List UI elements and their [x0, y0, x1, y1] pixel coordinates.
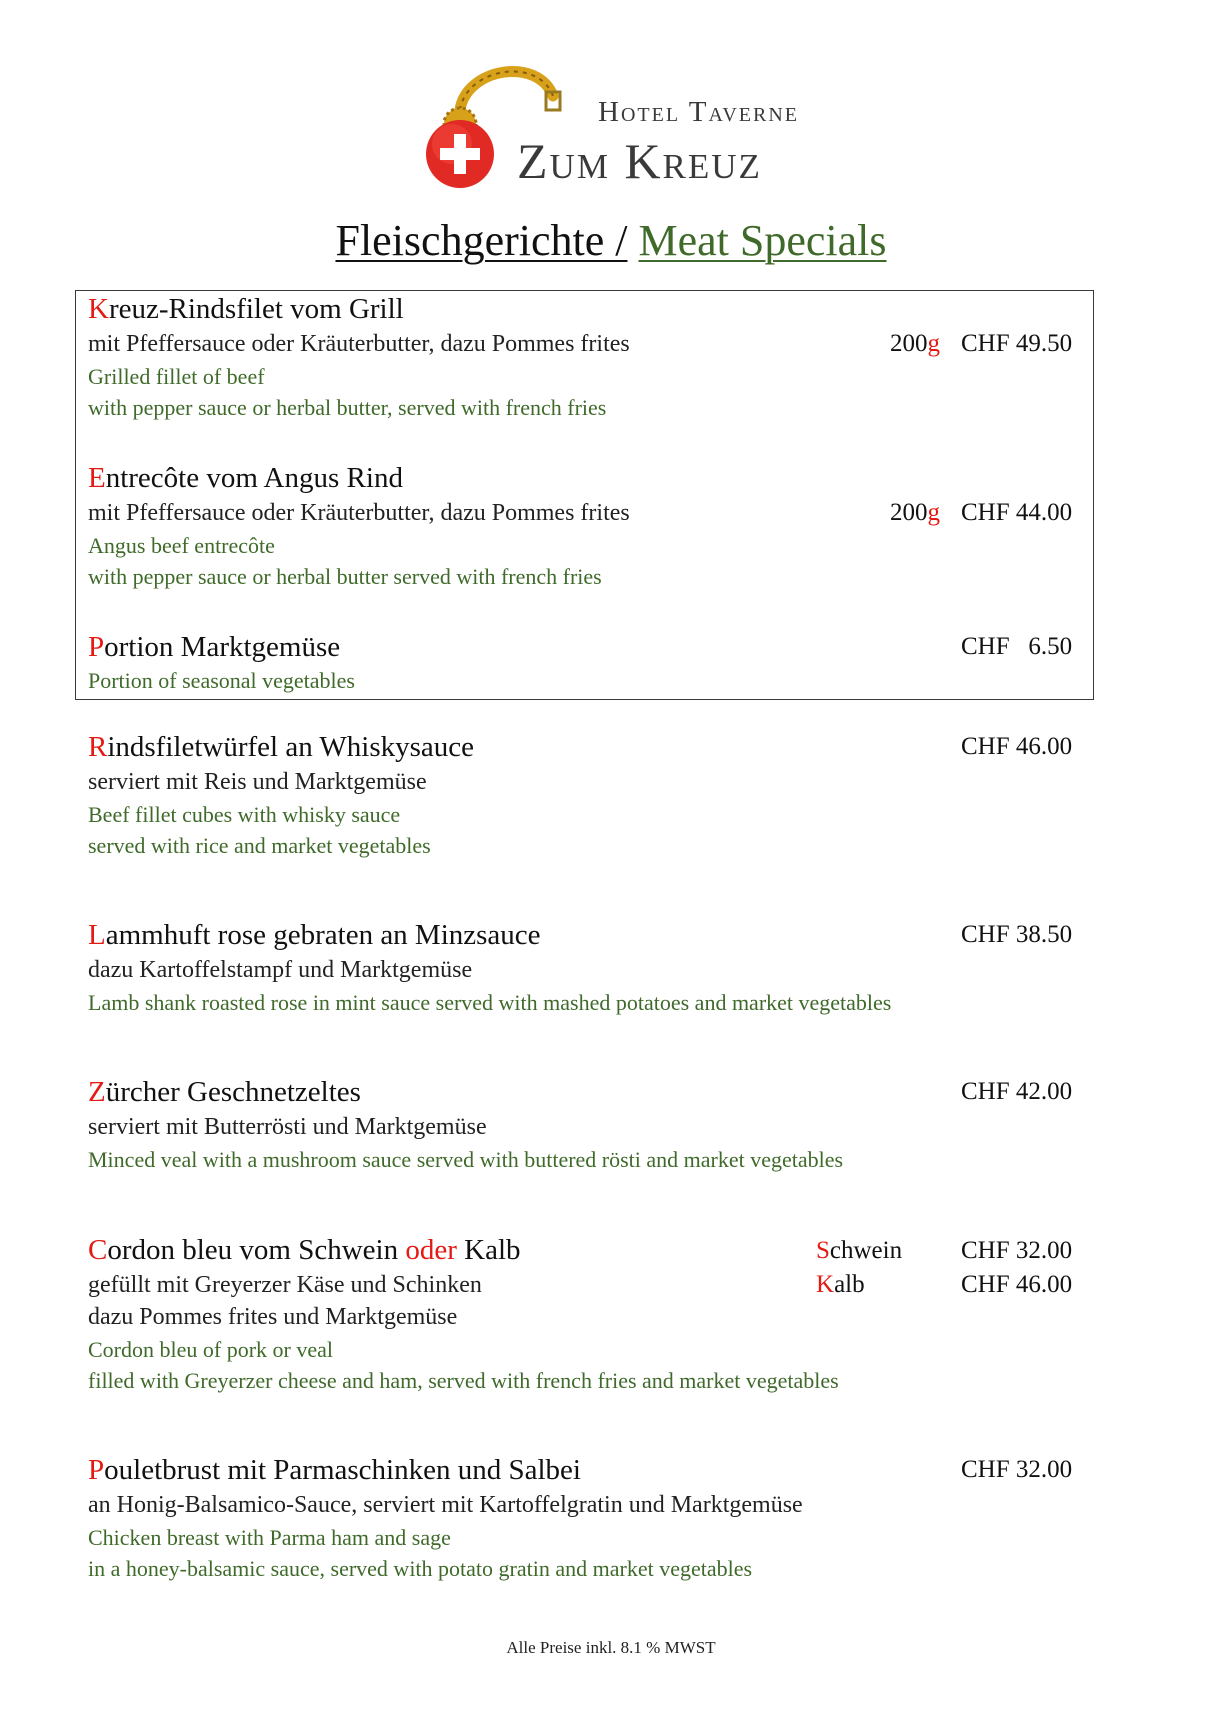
dish-name: Portion Marktgemüse: [88, 631, 341, 663]
dish-description-de: serviert mit Butterrösti und Marktgemüse: [88, 1114, 487, 1140]
dish-name: Rindsfiletwürfel an Whiskysauce: [88, 731, 475, 763]
dish-description-de: gefüllt mit Greyerzer Käse und Schinken: [88, 1272, 482, 1298]
dish-price: CHF 6.50: [961, 633, 1073, 660]
dish-description-de: dazu Kartoffelstampf und Marktgemüse: [88, 957, 473, 983]
dish-price: CHF 46.00: [961, 733, 1073, 760]
dish-price: CHF 42.00: [961, 1078, 1073, 1105]
variant-label: Kalb: [816, 1271, 865, 1298]
dish-name: Entrecôte vom Angus Rind: [88, 462, 403, 494]
dish-weight: 200g: [890, 330, 940, 357]
dish-description-de: an Honig-Balsamico-Sauce, serviert mit Kartoffelgratin und Marktgemüse: [88, 1492, 803, 1518]
title-german: Fleischgerichte /: [335, 216, 628, 265]
dish-description-en: Angus beef entrecôte: [88, 533, 275, 558]
logo-line2: Zum Kreuz: [517, 133, 762, 189]
dish-description-en: Beef fillet cubes with whisky sauce: [88, 802, 401, 827]
dish-description-de: serviert mit Reis und Marktgemüse: [88, 769, 427, 795]
page-title: [0, 215, 1222, 266]
logo-line1: Hotel Taverne: [598, 96, 800, 128]
dish-name: Pouletbrust mit Parmaschinken und Salbei: [88, 1454, 581, 1486]
dish-price: CHF 46.00: [961, 1271, 1073, 1298]
dish-description-en: Portion of seasonal vegetables: [88, 668, 355, 693]
dish-description-de: mit Pfeffersauce oder Kräuterbutter, dazu Pommes frites: [88, 500, 630, 526]
dish-description-de: dazu Pommes frites und Marktgemüse: [88, 1304, 458, 1330]
dish-price: CHF 49.50: [961, 330, 1073, 357]
dish-name: Kreuz-Rindsfilet vom Grill: [88, 293, 404, 325]
dish-description-de: mit Pfeffersauce oder Kräuterbutter, dazu Pommes frites: [88, 331, 630, 357]
dish-description-en: Grilled fillet of beef: [88, 364, 265, 389]
variant-label: Schwein: [816, 1237, 903, 1264]
dish-description-en: in a honey-balsamic sauce, served with potato gratin and market vegetables: [88, 1556, 753, 1581]
dish-description-en: Minced veal with a mushroom sauce served with buttered rösti and market vegetables: [88, 1147, 844, 1172]
title-english: Meat Specials: [638, 216, 887, 265]
dish-price: CHF 32.00: [961, 1237, 1073, 1264]
dish-price: CHF 44.00: [961, 499, 1073, 526]
dish-name: Lammhuft rose gebraten an Minzsauce: [88, 919, 541, 951]
dish-description-en: Cordon bleu of pork or veal: [88, 1337, 333, 1362]
vat-note: Alle Preise inkl. 8.1 % MWST: [506, 1638, 716, 1657]
dish-price: CHF 32.00: [961, 1456, 1073, 1483]
dish-description-en: with pepper sauce or herbal butter served with french fries: [88, 564, 602, 589]
dish-description-en: Lamb shank roasted rose in mint sauce served with mashed potatoes and market vegetables: [88, 990, 892, 1015]
dish-description-en: Chicken breast with Parma ham and sage: [88, 1525, 451, 1550]
dish-name: Zürcher Geschnetzeltes: [88, 1076, 361, 1108]
dish-description-en: filled with Greyerzer cheese and ham, served with french fries and market vegetables: [88, 1368, 839, 1393]
dish-price: CHF 38.50: [961, 921, 1073, 948]
dish-description-en: with pepper sauce or herbal butter, served with french fries: [88, 395, 607, 420]
dish-description-en: served with rice and market vegetables: [88, 833, 431, 858]
dish-weight: 200g: [890, 499, 940, 526]
dish-name: Cordon bleu vom Schwein oder Kalb: [88, 1234, 521, 1266]
